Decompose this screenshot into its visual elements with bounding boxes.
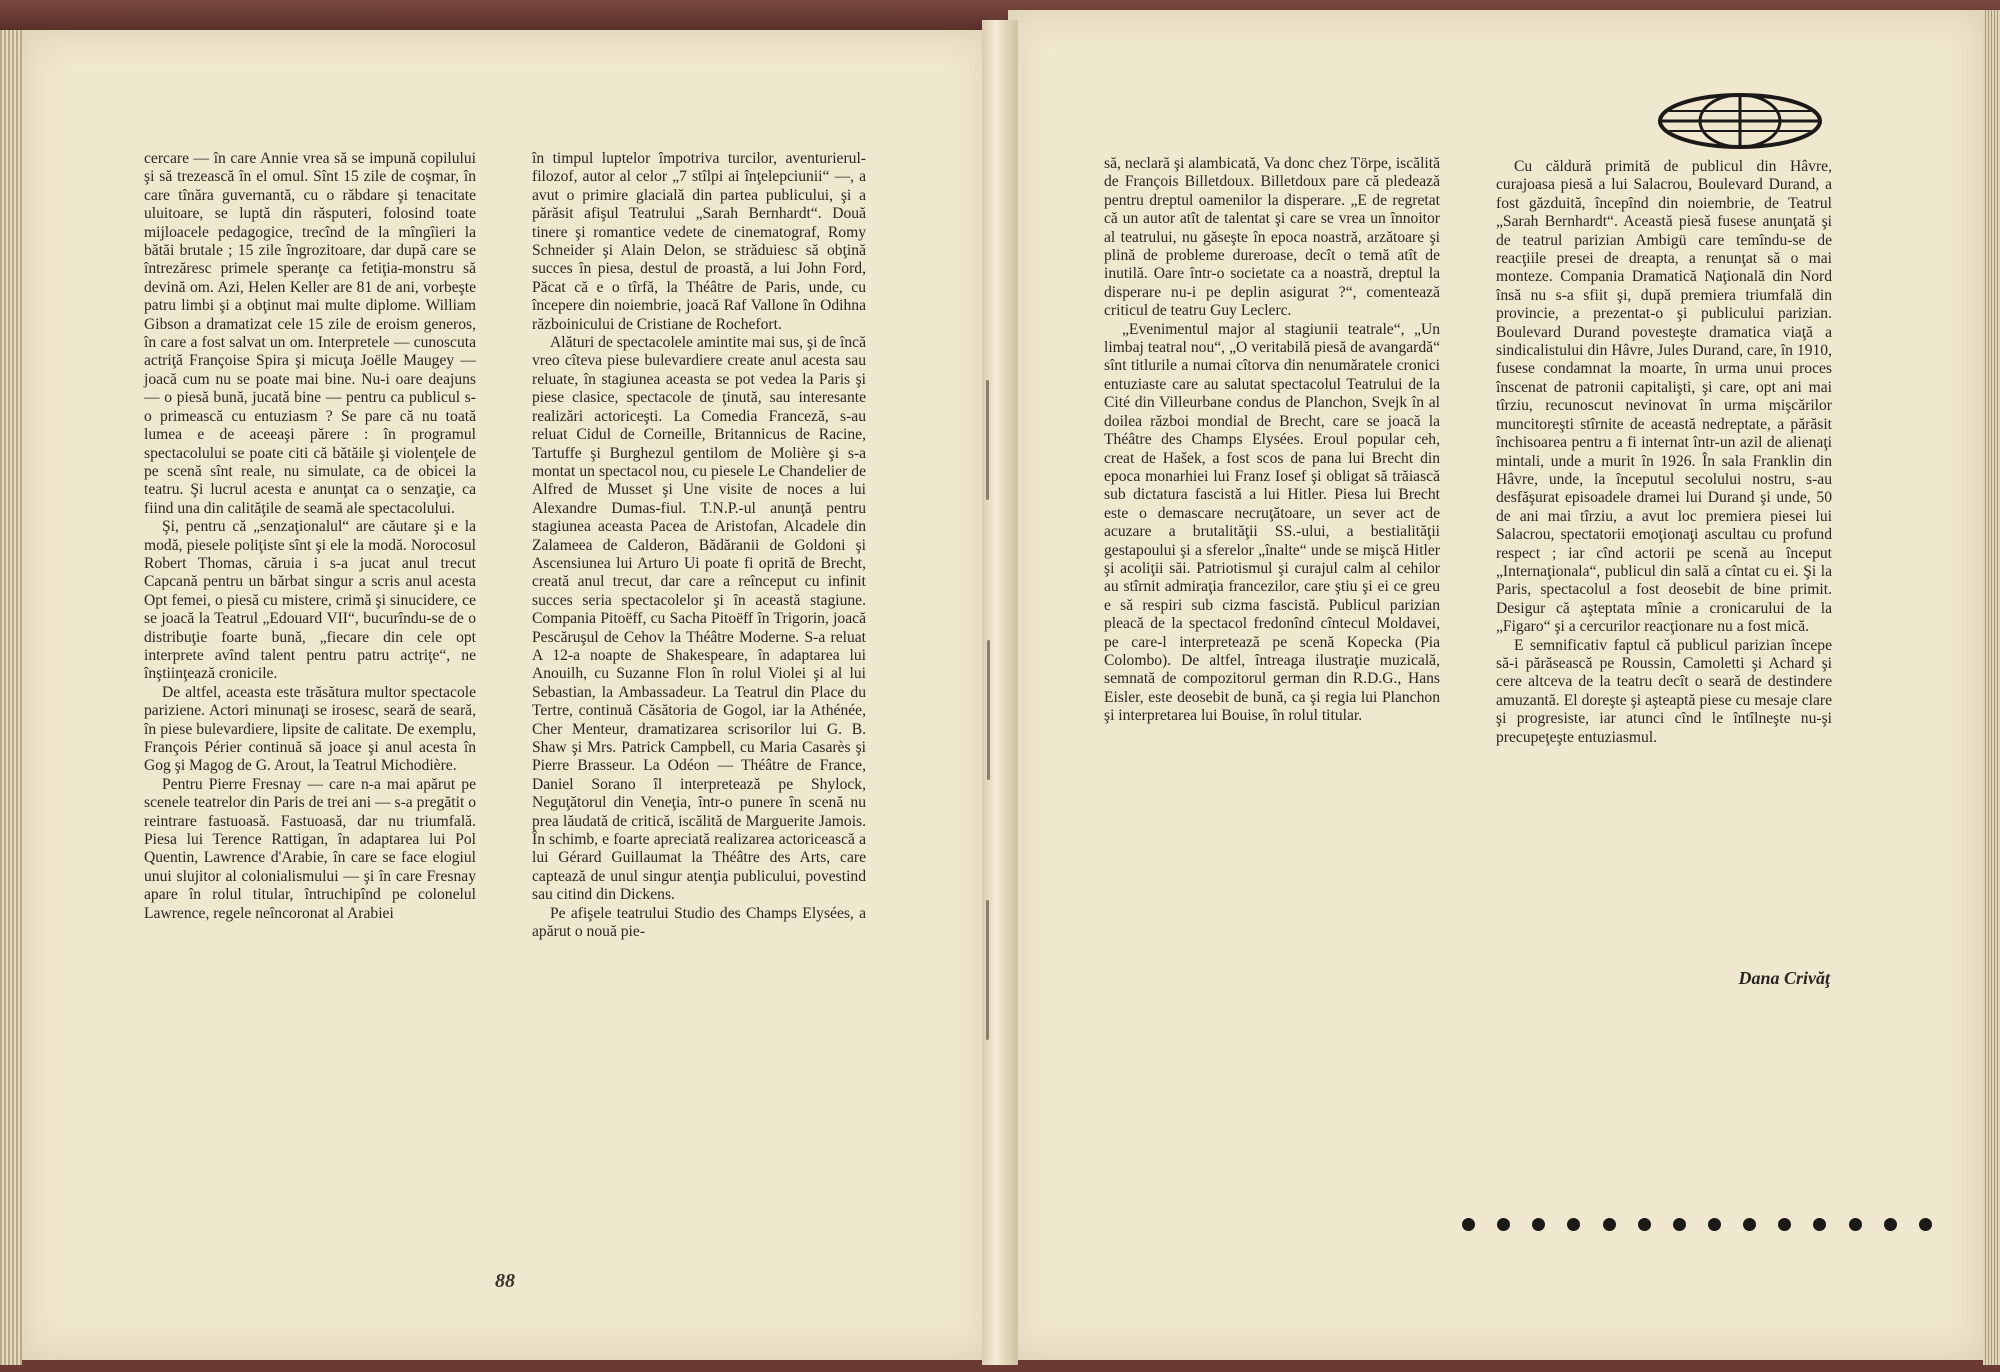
- bullet-dot-icon: [1708, 1218, 1721, 1231]
- paragraph: „Evenimentul major al stagiunii teatrale“, „Un limbaj teatral nou“, „O veritabilă piesă de avangardă“ sînt titlurile a numai cîtorva din nenumăratele cronici entuziaste care au salutat spectacolul Teatrului de la Cité din Villeurbane condus de Planchon, Svejk în al doilea război mondial de Brecht, care se joacă la Théâtre des Champs Elysées. Eroul popular ceh, creat de Hašek, a fost scos de pana lui Brecht din epoca monarhiei lui Franz Iosef şi obligat să trăiască sub dictatura fascistă a lui Hitler. Piesa lui Brecht este o demascare necruţătoare, un sever act de acuzare a brutalităţii SS.-ului, a bestialităţii gestapoului şi a sferelor „înalte“ unde se mişcă Hitler şi acoliţii săi. Patriotismul şi curajul calm al cehilor au stîrnit admiraţia francezilor, care ştiu şi ei ce greu e să respiri sub cizma fascistă. Publicul parizian pleacă de la spectacol fredonînd cîntecul Moldavei, pe care-l interpretează pe scenă Kopecka (Pia Colombo). De altfel, întreaga ilustraţie muzicală, semnată de compozitorul german din R.D.G., Hans Eisler, este deosebit de bună, ca şi regia lui Planchon şi interpretarea lui Bouise, în rolul titular.: [1104, 320, 1440, 725]
- left-column-1: [144, 150, 476, 923]
- bullet-dot-icon: [1532, 1218, 1545, 1231]
- globe-logo-icon: [1655, 90, 1825, 152]
- bullet-dot-icon: [1778, 1218, 1791, 1231]
- paragraph: în timpul luptelor împotriva turcilor, aventurierul-filozof, autor al celor „7 stîlpi ai înţelepciunii“ —, a avut o primire glacială din partea publicului, şi a părăsit afişul Teatrului „Sarah Bernhardt“. Două tinere şi romantice vedete de cinematograf, Romy Schneider şi Alain Delon, se străduiesc să obţină succes în piesa, destul de proastă, a lui John Ford, Păcat că e o tîrfă, la Théâtre de Paris, unde, cu începere din noiembrie, joacă Raf Vallone în Odihna războinicului de Cristiane de Rochefort.: [532, 150, 866, 333]
- paragraph: cercare — în care Annie vrea să se impună copilului şi să trezească în el omul. Sînt 15 zile de coşmar, în care tînăra guvernantă, cu o răbdare şi tenacitate uluitoare, se luptă din răsputeri, folosind toate mijloacele pedagogice, trecînd de la mîngîieri la bătăi brutale ; 15 zile îngrozitoare, dar după care se întrezăresc primele speranţe ca fetiţia-monstru să devină om. Azi, Helen Keller are 81 de ani, vorbeşte patru limbi şi a obţinut mai multe diplome. William Gibson a dramatizat cele 15 zile de eroism generos, în care a fost salvat un om. Interpretele — cunoscuta actriţă Françoise Spira şi micuţa Joëlle Maugey — joacă cum nu se poate mai bine. Nu-i oare deajuns — o piesă bună, jucată bine — pentru ca publicul s-o primească cu entuziasm ? Se pare că nu toată lumea e de aceeaşi părere : în programul spectacolului se poate citi că bătăile şi violenţele de pe scenă sînt reale, nu simulate, ca de obicei la teatru. Şi lucrul acesta e anunţat ca o senzaţie, ca fiind una din calităţile de seamă ale spectacolului.: [144, 150, 476, 517]
- author-signature: Dana Crivăţ: [1738, 968, 1830, 988]
- left-page-edges: [0, 30, 22, 1365]
- bullet-dot-icon: [1743, 1218, 1756, 1231]
- decorative-dots: [1462, 1214, 1932, 1234]
- right-column-2: [1496, 158, 1832, 747]
- bullet-dot-icon: [1567, 1218, 1580, 1231]
- bullet-dot-icon: [1462, 1218, 1475, 1231]
- binding-stitch: [987, 640, 990, 780]
- right-page-edges: [1983, 10, 2000, 1365]
- bullet-dot-icon: [1919, 1218, 1932, 1231]
- left-column-2: [532, 150, 866, 941]
- bullet-dot-icon: [1603, 1218, 1616, 1231]
- page-number: 88: [495, 1270, 515, 1292]
- paragraph: Şi, pentru că „senzaţionalul“ are căutare şi e la modă, piesele poliţiste sînt şi ele la modă. Norocosul Robert Thomas, căruia i s-a jucat anul trecut Capcană pentru un bărbat singur a scris anul acesta Opt femei, o piesă cu mistere, crimă şi sinucidere, ce se joacă la Teatrul „Edouard VII“, bucurîndu-se de o distribuţie foarte bună, „fiecare din cele opt interprete avînd talent pentru patru actriţe“, ne înştiinţează cronicile.: [144, 518, 476, 683]
- bullet-dot-icon: [1497, 1218, 1510, 1231]
- paragraph: Cu căldură primită de publicul din Hâvre, curajoasa piesă a lui Salacrou, Boulevard Durand, a fost găzduită, începînd din noiembrie, de Teatrul „Sarah Bernhardt“. Această piesă fusese anunţată şi de teatrul parizian Ambigü care temîndu-se de reacţiile presei de dreapta, a renunţat să o mai monteze. Compania Dramatică Naţională din Nord însă nu s-a sfiit şi, după premiera triumfală din provincie, a prezentat-o şi publicului parizian. Boulevard Durand povesteşte dramatica viaţă a sindicalistului din Hâvre, Jules Durand, care, în 1910, fusese condamnat la moarte, în urma unui proces înscenat de patronii capitalişti, şi care, opt ani mai tîrziu, recunoscut nevinovat în urma mişcărilor muncitoreşti stîrnite de această nedreptate, a părăsit închisoarea pentru a fi internat într-un azil de alienaţi mintali, unde a murit în 1926. În sala Franklin din Hâvre, unde, la începutul secolului nostru, s-au desfăşurat episoadele dramei lui Durand şi unde, 50 de ani mai tîrziu, a avut loc premiera piesei lui Salacrou, spectatorii emoţionaţi ascultau cu profund respect ; iar cînd actorii pe scenă au început „Internaţionala“, publicul din sală a cîntat cu ei. Şi la Paris, spectacolul a fost deosebit de bine primit. Desigur că aşteptata mînie a cronicarului de la „Figaro“ şi a cercurilor reacţionare nu a fost mică.: [1496, 158, 1832, 636]
- paragraph: E semnificativ faptul că publicul parizian începe să-i părăsească pe Roussin, Camoletti şi Achard şi cere altceva de la teatru decît o seară de destindere amuzantă. El doreşte şi aşteaptă piese cu mesaje clare şi progresiste, iar atunci cînd le întîlneşte nu-şi precupeţeşte entuziasmul.: [1496, 636, 1832, 746]
- paragraph: Alături de spectacolele amintite mai sus, şi de încă vreo cîteva piese bulevardiere create anul acesta sau reluate, în stagiunea aceasta se pot vedea la Paris şi piese clasice, spectacole de ţinută, sau interesante realizări actoriceşti. La Comedia Franceză, s-au reluat Cidul de Corneille, Britannicus de Racine, Tartuffe şi Burghezul gentilom de Molière şi s-a montat un spectacol nou, cu piesele Le Chandelier de Alfred de Musset şi Une visite de noces a lui Alexandre Dumas-fiul. T.N.P.-ul anunţă pentru stagiunea aceasta Pacea de Aristofan, Alcadele din Zalameea de Calderon, Bădăranii de Goldoni şi Ascensiunea lui Arturo Ui poate fi oprită de Brecht, creată anul trecut, dar care a reînceput cu infinit succes seria spectacolelor şi în această stagiune. Compania Pitoëff, cu Sacha Pitoëff în Trigorin, joacă Pescăruşul de Cehov la Théâtre Moderne. S-a reluat A 12-a noapte de Shakespeare, în adaptarea lui Anouilh, cu Suzanne Flon în rolul Violei şi al lui Sebastian, la Ambassadeur. La Teatrul din Place du Tertre, continuă Căsătoria de Gogol, iar la Athénée, Cher Menteur, dramatizarea scrisorilor lui G. B. Shaw şi Mrs. Patrick Campbell, cu Maria Casarès şi Pierre Brasseur. La Odéon — Théâtre de France, Daniel Sorano îl interpretează pe Shylock, Neguţătorul din Veneţia, într-o punere în scenă nu prea lăudată de critică, iscălită de Marguerite Jamois. În schimb, e foarte apreciată realizarea actoricească a lui Gérard Guillaumat la Théâtre des Arts, care captează de unul singur atenţia publicului, povestind sau citind din Dickens.: [532, 334, 866, 904]
- paragraph: să, neclară şi alambicată, Va donc chez Törpe, iscălită de François Billetdoux. Billetdoux pare că pledează pentru dreptul oamenilor la disperare. „E de regretat că un autor atît de talentat şi care se vrea un înnoitor al teatrului, nu găseşte în epoca noastră, arzătoare şi plină de probleme dureroase, decît o temă atît de inutilă. Oare într-o societate ca a noastră, dreptul la disperare nu-i pe deplin asigurat ?“, comentează criticul de teatru Guy Leclerc.: [1104, 155, 1440, 320]
- bullet-dot-icon: [1638, 1218, 1651, 1231]
- bullet-dot-icon: [1813, 1218, 1826, 1231]
- paragraph: De altfel, aceasta este trăsătura multor spectacole pariziene. Actori minunaţi se irosesc, seară de seară, în piese bulevardiere, lipsite de calitate. De exemplu, François Périer continuă să joace şi anul acesta în Gog şi Magog de G. Arout, la Teatrul Michodière.: [144, 683, 476, 775]
- right-column-1: [1104, 155, 1440, 726]
- binding-stitch: [986, 900, 989, 1040]
- bullet-dot-icon: [1849, 1218, 1862, 1231]
- bullet-dot-icon: [1884, 1218, 1897, 1231]
- bullet-dot-icon: [1673, 1218, 1686, 1231]
- paragraph: Pentru Pierre Fresnay — care n-a mai apărut pe scenele teatrelor din Paris de trei ani — s-a pregătit o reintrare fastuoasă. Fastuoasă, dar nu triumfală. Piesa lui Terence Rattigan, în adaptarea lui Pol Quentin, Lawrence d'Arabie, în care se face elogiul unui slujitor al colonialismului — şi în care Fresnay apare în rolul titular, întruchipînd pe colonelul Lawrence, regele neîncoronat al Arabiei: [144, 775, 476, 922]
- binding-stitch: [986, 380, 989, 500]
- paragraph: Pe afişele teatrului Studio des Champs Elysées, a apărut o nouă pie-: [532, 904, 866, 941]
